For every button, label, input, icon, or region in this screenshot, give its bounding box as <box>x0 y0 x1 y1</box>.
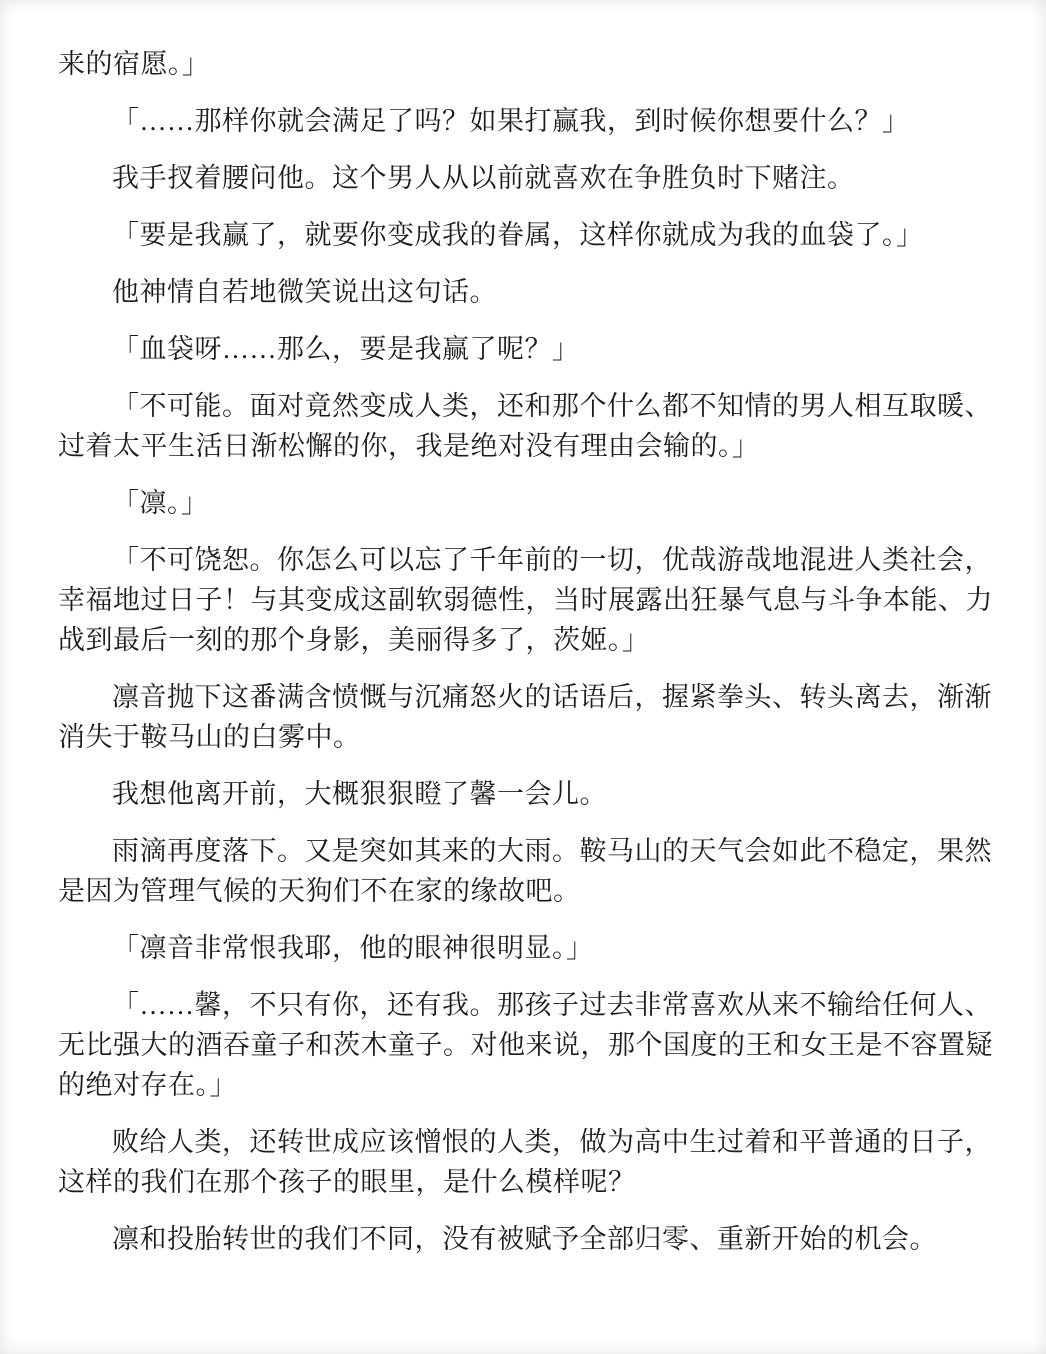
paragraph <box>58 1219 990 1259</box>
paragraph <box>58 677 990 757</box>
text-line: 无比强大的酒吞童子和茨木童子。对他来说，那个国度的王和女王是不容置疑 <box>58 1030 993 1060</box>
text-line: 「……那样你就会满足了吗？如果打赢我，到时候你想要什么？」 <box>112 106 910 136</box>
text-line: 败给人类，还转世成应该憎恨的人类，做为高中生过着和平普通的日子， <box>112 1127 992 1157</box>
paragraph <box>58 831 990 911</box>
text-line: 来的宿愿。」 <box>58 49 210 79</box>
text-line: 的绝对存在。」 <box>58 1070 237 1100</box>
text-line: 雨滴再度落下。又是突如其来的大雨。鞍马山的天气会如此不稳定，果然 <box>112 836 992 866</box>
paragraph <box>58 101 990 141</box>
text-line: 他神情自若地微笑说出这句话。 <box>112 277 497 307</box>
paragraph <box>58 158 990 198</box>
text-line: 「血袋呀……那么，要是我赢了呢？」 <box>112 334 580 364</box>
paragraph <box>58 215 990 255</box>
text-line: 「不可饶恕。你怎么可以忘了千年前的一切，优哉游哉地混进人类社会， <box>112 545 992 575</box>
paragraph <box>58 1122 990 1202</box>
paragraph <box>58 272 990 312</box>
text-line: 「凛。」 <box>112 488 209 518</box>
paragraph <box>58 483 990 523</box>
text-line: 我手扠着腰问他。这个男人从以前就喜欢在争胜负时下赌注。 <box>112 163 855 193</box>
paragraph <box>58 928 990 968</box>
text-line: 凛音抛下这番满含愤慨与沉痛怒火的话语后，握紧拳头、转头离去，渐渐 <box>112 682 992 712</box>
paragraph <box>58 774 990 814</box>
text-line: 「要是我赢了，就要你变成我的眷属，这样你就成为我的血袋了。」 <box>112 220 924 250</box>
paragraph <box>58 44 990 84</box>
text-line: 「……馨，不只有你，还有我。那孩子过去非常喜欢从来不输给任何人、 <box>112 990 992 1020</box>
text-line: 「凛音非常恨我耶，他的眼神很明显。」 <box>112 933 594 963</box>
text-line: 凛和投胎转世的我们不同，没有被赋予全部归零、重新开始的机会。 <box>112 1224 937 1254</box>
text-line: 「不可能。面对竟然变成人类，还和那个什么都不知情的男人相互取暖、 <box>112 391 992 421</box>
text-line: 战到最后一刻的那个身影，美丽得多了，茨姬。」 <box>58 625 650 655</box>
text-line: 是因为管理气候的天狗们不在家的缘故吧。 <box>58 876 581 906</box>
text-line: 消失于鞍马山的白雾中。 <box>58 722 361 752</box>
paragraph <box>58 329 990 369</box>
paragraph <box>58 386 990 466</box>
text-line: 我想他离开前，大概狠狠瞪了馨一会儿。 <box>112 779 607 809</box>
paragraph <box>58 985 993 1105</box>
text-line: 这样的我们在那个孩子的眼里，是什么模样呢？ <box>58 1167 636 1197</box>
paragraph <box>58 540 993 660</box>
text-line: 幸福地过日子！与其变成这副软弱德性，当时展露出狂暴气息与斗争本能、力 <box>58 585 993 615</box>
text-line: 过着太平生活日渐松懈的你，我是绝对没有理由会输的。」 <box>58 431 760 461</box>
